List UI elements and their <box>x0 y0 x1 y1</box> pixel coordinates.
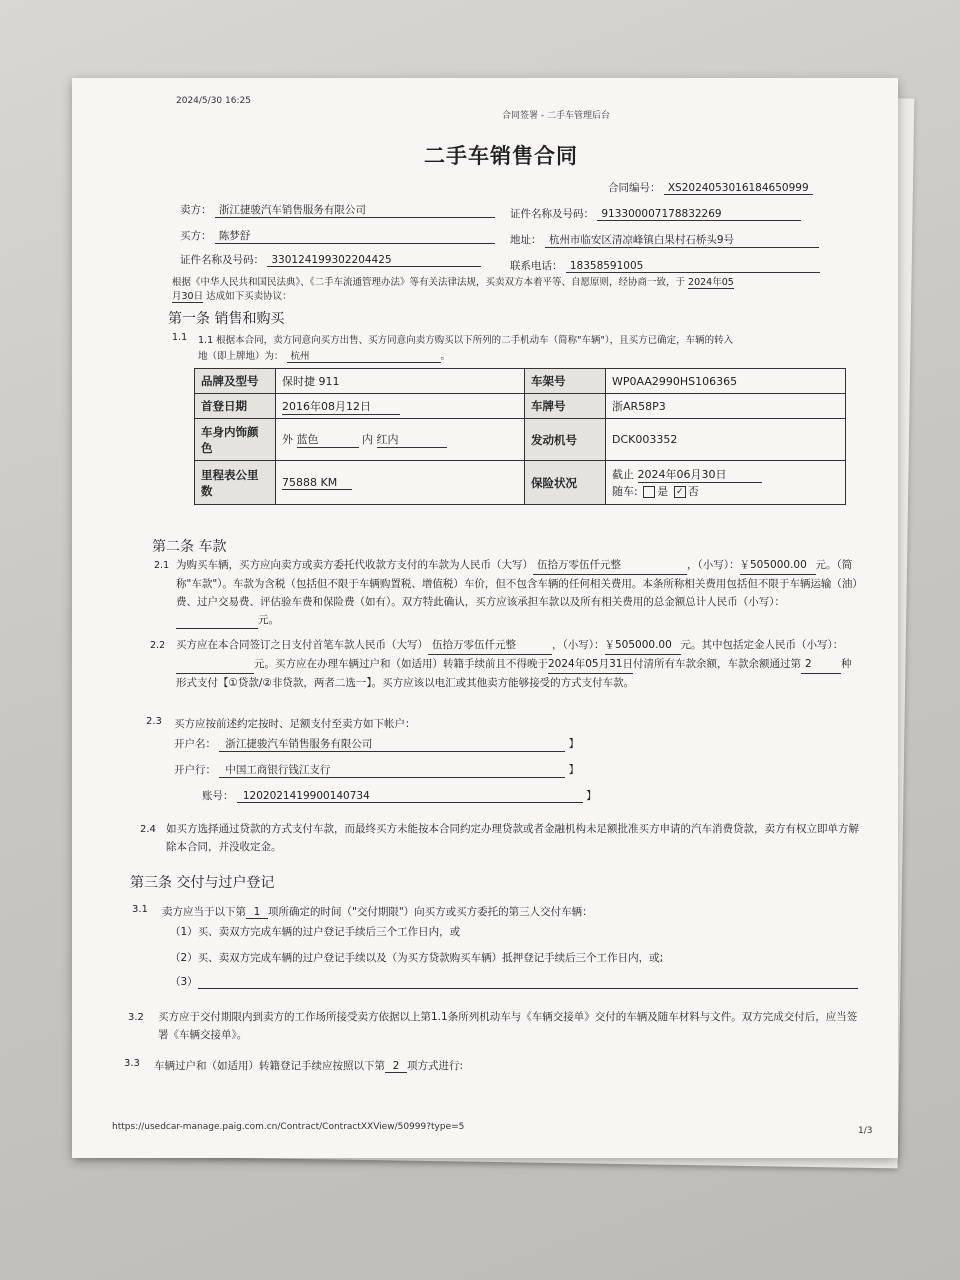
clause-2-2-text-b: 元。其中包括定金人民币（小写）： <box>680 639 844 651</box>
reg-date-value: 2016年08月12日 <box>282 398 400 415</box>
buyer-address: 杭州市临安区清凉峰镇白果村石桥头9号 <box>545 232 819 248</box>
insurance-label: 保险状况 <box>525 461 606 505</box>
price-upper: 伍拾万零伍仟元整 <box>533 556 687 575</box>
yes-label: 是 <box>657 485 669 498</box>
first-payment-small: ￥505000.00 <box>605 636 681 655</box>
insurance-until-row <box>612 466 839 483</box>
buyer-phone-label: 联系电话： <box>510 260 563 272</box>
seller-label: 卖方： <box>180 204 212 216</box>
transfer-option: 2 <box>385 1060 407 1073</box>
buyer-id-row <box>180 252 481 267</box>
clause-2-1-num: 2.1 <box>154 560 170 571</box>
account-name-label: 开户名： <box>174 738 216 750</box>
engine-label: 发动机号 <box>525 419 606 461</box>
price-small: ￥505000.00 <box>740 556 816 575</box>
clause-2-2-num: 2.2 <box>150 640 166 651</box>
clause-1-1-num: 1.1 <box>172 332 188 343</box>
account-number: 1202021419900140734 <box>237 790 583 803</box>
print-page-title: 合同签署 - 二手车管理后台 <box>502 111 610 121</box>
clause-3-3-text-b: 项方式进行: <box>407 1060 464 1072</box>
clause-3-3-num: 3.3 <box>124 1058 140 1069</box>
vin-value: WP0AA2990HS106365 <box>606 369 846 394</box>
seller-row <box>180 202 495 218</box>
transfer-city-label: 地（即上牌地）为： <box>198 351 284 362</box>
clause-3-3-text-a: 车辆过户和（如适用）转籍登记手续应按照以下第 <box>154 1060 385 1072</box>
clause-3-1-text-a: 卖方应当于以下第 <box>162 906 246 918</box>
engine-value: DCK003352 <box>606 419 846 461</box>
price-small-label: ，（小写）： <box>687 559 740 571</box>
clause-3-3-text <box>154 1058 463 1073</box>
clause-2-2-text-e: 种形式支付【①贷款/②非贷款，两者二选一】。买方应该以电汇或其他卖方能够接受的方式支付车款。 <box>176 658 852 689</box>
payment-method: 2 <box>801 655 841 674</box>
contract-number: XS2024053016184650999 <box>664 182 813 195</box>
intro-date-a: 2024年05 <box>688 274 734 289</box>
exterior-color: 蓝色 <box>297 431 359 448</box>
clause-3-1-text-b: 项所确定的时间（"交付期限"）向买方或买方委托的第三人交付车辆： <box>268 906 593 918</box>
with-car-label: 随车: <box>612 485 638 498</box>
vin-label: 车架号 <box>525 369 606 394</box>
clause-2-2 <box>176 636 860 692</box>
delivery-option: 1 <box>246 906 268 919</box>
delivery-option-1: （1）买、卖双方完成车辆的过户登记手续后三个工作日内，或 <box>170 926 461 938</box>
intro-date-b: 月30日 <box>172 288 203 303</box>
page-number: 1/3 <box>858 1126 873 1136</box>
page-url: https://usedcar-manage.paig.com.cn/Contract/ContractXXView/50999?type=5 <box>112 1122 465 1132</box>
clause-1-1-text: 1.1 根据本合同，卖方同意向买方出售、买方同意向卖方购买以下所列的二手机动车（简称"车辆"），且买方已确定，车辆的转入 <box>198 335 734 346</box>
article-3-title: 第三条 交付与过户登记 <box>130 875 275 891</box>
interior-color: 红内 <box>377 431 447 448</box>
exterior-color-label: 外 <box>282 433 293 446</box>
mileage-label: 里程表公里数 <box>195 461 276 505</box>
bank-label: 开户行： <box>174 764 216 776</box>
buyer-id-label: 证件名称及号码： <box>180 254 264 266</box>
clause-3-2-text: 买方应于交付期限内到卖方的工作场所接受卖方依据以上第1.1条所列机动车与《车辆交接单》交付的车辆及随车材料与文件。双方完成交付后，应当签署《车辆交接单》。 <box>158 1011 858 1041</box>
print-time: 2024/5/30 16:25 <box>176 96 251 106</box>
intro-text: 根据《中华人民共和国民法典》、《二手车流通管理办法》等有关法律法规，买卖双方本着平等、自愿原则，经协商一致，于 <box>172 277 686 288</box>
document-title: 二手车销售合同 <box>424 144 578 168</box>
seller-id-row <box>510 206 801 221</box>
delivery-option-2: （2）买、卖双方完成车辆的过户登记手续以及（为买方贷款购买车辆）抵押登记手续后三个工作日内，或; <box>170 952 664 964</box>
contract-number-row <box>608 180 813 195</box>
buyer-address-row <box>510 232 819 248</box>
delivery-option-3: （3） <box>170 976 198 988</box>
clause-2-2-text-c: 元。买方应在办理车辆过户和（如适用）转籍手续前且不得晚于 <box>254 658 548 670</box>
table-row <box>195 419 846 461</box>
intro-text-2: 达成如下买卖协议： <box>206 291 292 302</box>
first-payment-small-label: ，（小写）： <box>552 639 605 651</box>
reg-date-cell <box>276 394 525 419</box>
buyer-phone: 18358591005 <box>566 260 820 273</box>
clause-2-1-text-b: 元。（简称"车款"）。车款为含税（包括但不限于车辆购置税、增值税）车价，但不包含车辆的任何相关费用。本条所称相关费用包括但不限于车辆运输（油）费、过户交易费、评估验车费和保险费（如有）。双方特此确认，买方应该承担车款以及所有相关费用的总金额总计人民币（小写）： <box>176 559 858 608</box>
bank-name: 中国工商银行钱江支行 <box>219 762 565 778</box>
table-row <box>195 461 846 505</box>
delivery-option-3-row <box>170 974 858 989</box>
plate-value: 浙AR58P3 <box>606 394 846 419</box>
yes-checkbox[interactable] <box>643 486 655 498</box>
clause-2-4-text: 如买方选择通过贷款的方式支付车款，而最终买方未能按本合同约定办理贷款或者金融机构未足额批准买方申请的汽车消费贷款，卖方有权立即单方解除本合同，并没收定金。 <box>166 823 859 853</box>
insurance-cell <box>606 461 846 505</box>
interior-color-label: 内 <box>362 433 373 446</box>
clause-2-3-num: 2.3 <box>146 716 162 727</box>
mileage-cell <box>276 461 525 505</box>
color-cell <box>276 419 525 461</box>
buyer-name: 陈梦舒 <box>215 228 495 244</box>
seller-name: 浙江捷骏汽车销售服务有限公司 <box>215 202 495 218</box>
balance-due-date: 2024年05月31日 <box>548 655 633 674</box>
buyer-label: 买方： <box>180 230 212 242</box>
intro-line-2 <box>172 288 292 303</box>
buyer-id: 330124199302204425 <box>267 254 481 267</box>
no-label: 否 <box>687 485 699 498</box>
clause-2-4-num: 2.4 <box>140 824 156 835</box>
color-label: 车身内饰颜色 <box>195 419 276 461</box>
contract-number-label: 合同编号： <box>608 182 661 194</box>
buyer-phone-row <box>510 258 820 273</box>
brand-label: 品牌及型号 <box>195 369 276 394</box>
account-name: 浙江捷骏汽车销售服务有限公司 <box>219 736 565 752</box>
clause-3-1-text <box>162 904 593 919</box>
clause-3-1-num: 3.1 <box>132 904 148 915</box>
bank-row: 开户行： 中国工商银行钱江支行 】 <box>174 764 580 776</box>
account-number-label: 账号： <box>202 790 234 802</box>
account-number-row: 账号： 1202021419900140734 】 <box>202 790 597 802</box>
vehicle-info-table <box>194 368 846 505</box>
contract-page <box>72 78 898 1158</box>
insurance-until: 2024年06月30日 <box>638 466 762 483</box>
article-2-title: 第二条 车款 <box>152 539 227 555</box>
table-row <box>195 394 846 419</box>
buyer-row <box>180 228 495 244</box>
clause-3-2-num: 3.2 <box>128 1012 144 1023</box>
intro-line-1 <box>172 274 734 289</box>
plate-label: 车牌号 <box>525 394 606 419</box>
deposit-blank[interactable] <box>176 662 254 674</box>
insurance-until-label: 截止 <box>612 468 634 481</box>
reg-date-label: 首登日期 <box>195 394 276 419</box>
clause-2-1-text-a: 为购买车辆，买方应向卖方或卖方委托代收款方支付的车款为人民币（大写） <box>176 559 533 571</box>
mileage-value: 75888 KM <box>282 476 352 490</box>
seller-id: 913300007178832269 <box>597 208 801 221</box>
clause-2-1-text-c: 元。 <box>258 614 279 626</box>
total-amount-blank[interactable] <box>176 617 258 629</box>
with-car-row <box>612 483 839 499</box>
clause-2-2-text-d: 付清所有车款余额，车款余额通过第 <box>632 658 801 670</box>
clause-1-1-line2: 地（即上牌地）为： 杭州 。 <box>198 348 450 363</box>
delivery-option-3-blank[interactable] <box>198 977 858 989</box>
clause-2-1 <box>176 556 862 629</box>
clause-2-3-text: 买方应按前述约定按时、足额支付至卖方如下帐户： <box>174 718 416 730</box>
buyer-address-label: 地址： <box>510 234 542 246</box>
first-payment-upper: 伍拾万零伍仟元整 <box>428 636 552 655</box>
account-name-row: 开户名： 浙江捷骏汽车销售服务有限公司 】 <box>174 738 580 750</box>
clause-2-2-text-a: 买方应在本合同签订之日支付首笔车款人民币（大写） <box>176 639 428 651</box>
seller-id-label: 证件名称及号码： <box>510 208 594 220</box>
article-1-title: 第一条 销售和购买 <box>168 311 285 327</box>
brand-value: 保时捷 911 <box>276 369 525 394</box>
no-checkbox-checked[interactable]: ✓ <box>674 486 686 498</box>
table-row <box>195 369 846 394</box>
transfer-city: 杭州 <box>287 348 441 363</box>
